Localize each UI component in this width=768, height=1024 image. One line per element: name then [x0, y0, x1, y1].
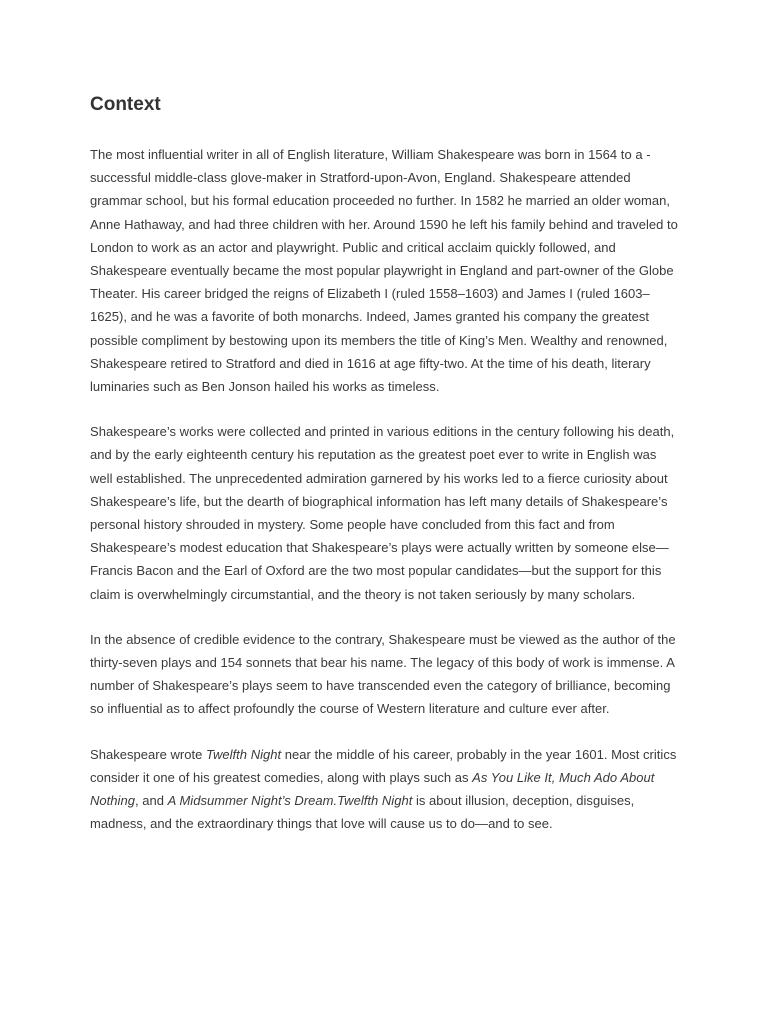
paragraph-1: The most influential writer in all of English literature, William Shakespeare was born in 1564 to a -successful middle-class glove-maker in Stratford-upon-Avon, England. Shakespeare attended grammar school, but his formal education proceeded no further. In 1582 he married an older woman, Anne Hathaway, and had three children with her. Around 1590 he left his family behind and traveled to London to work as an actor and playwright. Public and critical acclaim quickly followed, and Shakespeare eventually became the most popular playwright in England and part-owner of the Globe Theater. His career bridged the reigns of Elizabeth I (ruled 1558–1603) and James I (ruled 1603–1625), and he was a favorite of both monarchs. Indeed, James granted his company the greatest possible compliment by bestowing upon its members the title of King’s Men. Wealthy and renowned, Shakespeare retired to Stratford and died in 1616 at age fifty-two. At the time of his death, literary luminaries such as Ben Jonson hailed his works as timeless.: [90, 147, 678, 395]
work-title-twelfth-night: Twelfth Night: [205, 746, 282, 762]
work-title-as-you-like-it: As You Like It, Much Ado About Nothing: [90, 769, 655, 809]
document-page: [90, 0, 682, 835]
work-title-twelfth-night-2: Twelfth Night: [337, 793, 413, 809]
paragraph-4: [90, 743, 682, 836]
page-title: Context: [90, 94, 161, 115]
paragraph-4-text-2: near the middle of his career, probably in the year 1601. Most critics consider it one of his greatest comedies, along with plays such as: [90, 746, 677, 785]
paragraph-4-text-1: Shakespeare wrote: [90, 746, 206, 762]
paragraph-4-text-4: is about illusion, deception, disguises, madness, and the extraordinary things that love will cause us to do—and to see.: [90, 793, 635, 832]
paragraph-3: In the absence of credible evidence to the contrary, Shakespeare must be viewed as the author of the thirty-seven plays and 154 sonnets that bear his name. The legacy of this body of work is immense. A number of Shakespeare’s plays seem to have transcended even the category of brilliance, becoming so influential as to affect profoundly the course of Western literature and culture ever after.: [90, 631, 676, 717]
work-title-midsummer: A Midsummer Night’s Dream.: [167, 793, 338, 809]
paragraph-2: Shakespeare’s works were collected and printed in various editions in the century following his death, and by the early eighteenth century his reputation as the greatest poet ever to write in English was well established. The unprecedented admiration garnered by his works led to a fierce curiosity about Shakespeare’s life, but the dearth of biographical information has left many details of Shakespeare’s personal history shrouded in mystery. Some people have concluded from this fact and from Shakespeare’s modest education that Shakespeare’s plays were actually written by someone else—Francis Bacon and the Earl of Oxford are the two most popular candidates—but the support for this claim is overwhelmingly circumstantial, and the theory is not taken seriously by many scholars.: [90, 424, 675, 602]
paragraph-4-text-3: , and: [134, 793, 168, 809]
